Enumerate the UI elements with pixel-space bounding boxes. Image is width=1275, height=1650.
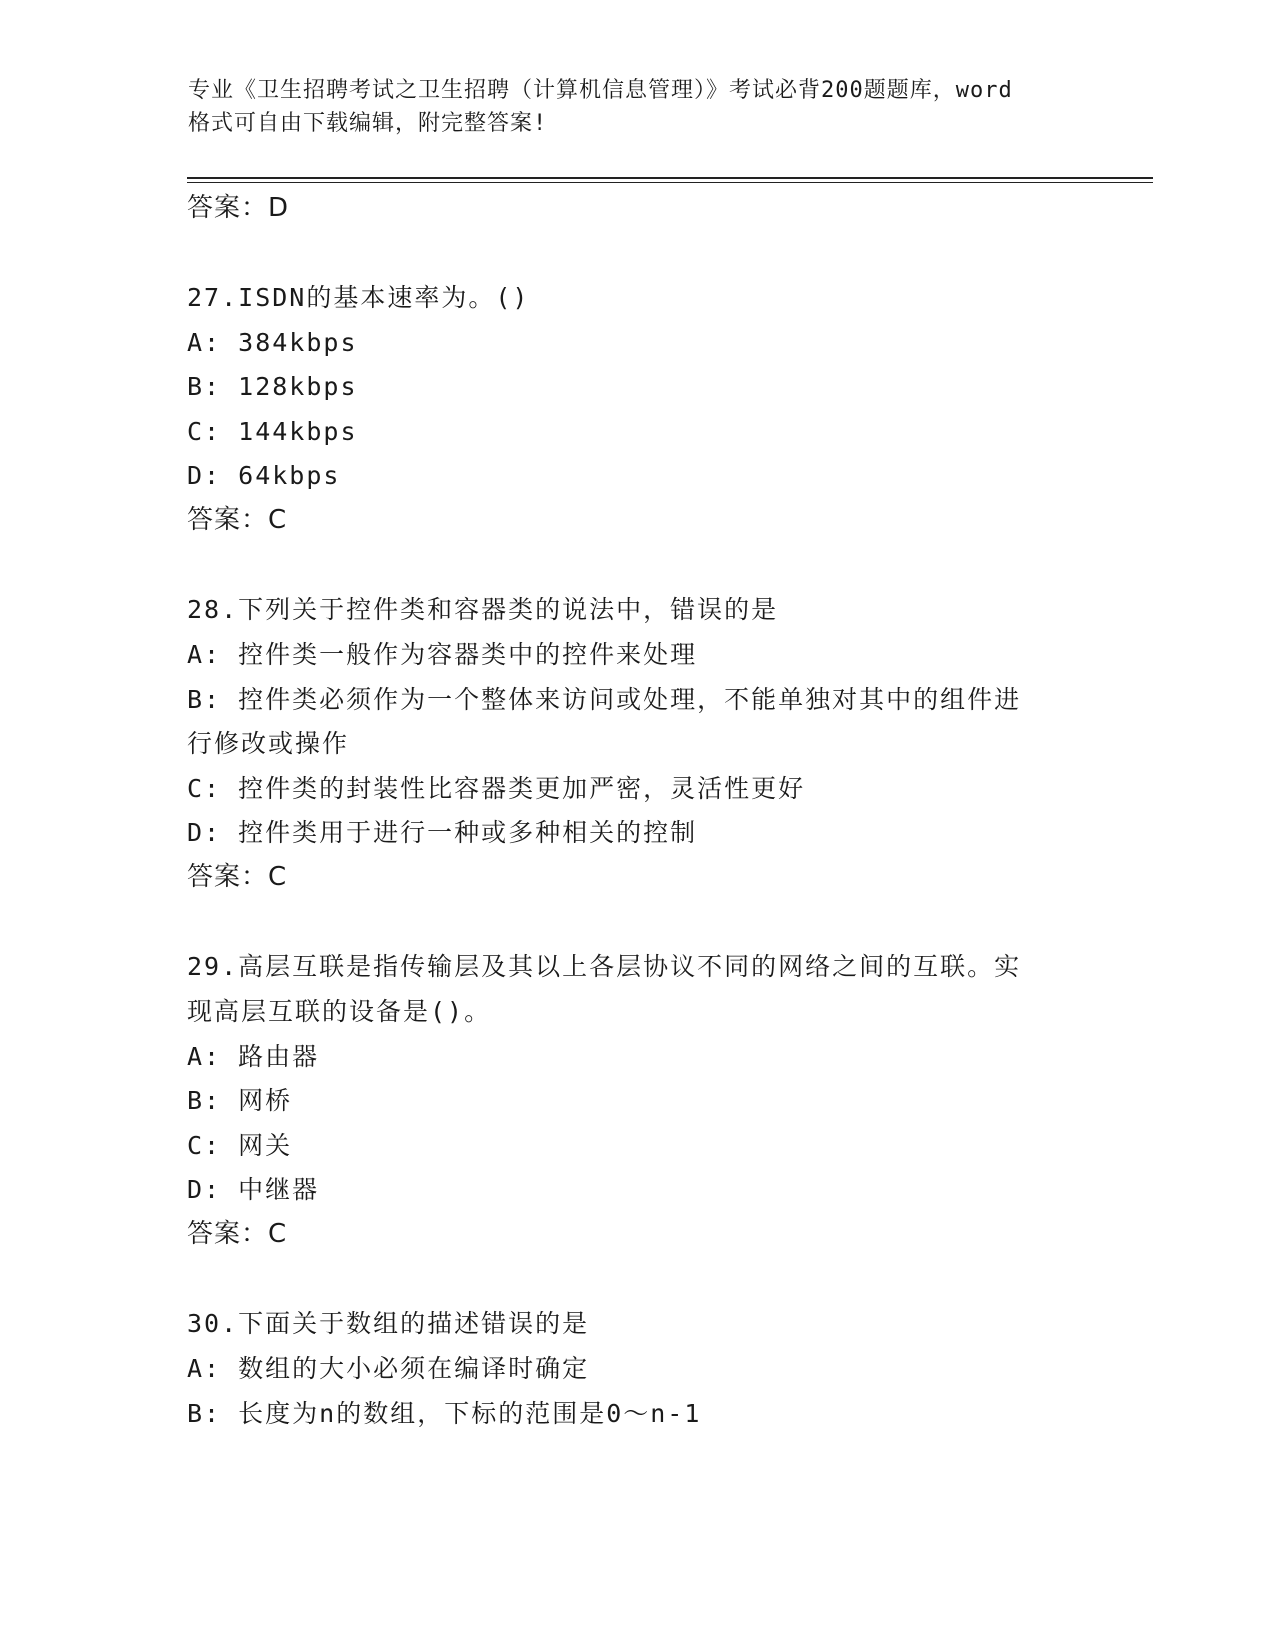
question-30-option-b: B: 长度为n的数组，下标的范围是0～n-1 — [187, 1399, 702, 1428]
question-29-option-d: D: 中继器 — [187, 1175, 320, 1204]
question-28-option-c: C: 控件类的封装性比容器类更加严密，灵活性更好 — [187, 774, 806, 803]
question-27-stem: 27.ISDN的基本速率为。() — [187, 283, 530, 312]
question-30-stem: 30.下面关于数组的描述错误的是 — [187, 1309, 590, 1338]
question-28-option-d: D: 控件类用于进行一种或多种相关的控制 — [187, 818, 698, 847]
question-27-option-b: B: 128kbps — [187, 372, 358, 401]
question-29-stem: 29.高层互联是指传输层及其以上各层协议不同的网络之间的互联。实 — [187, 952, 1022, 981]
question-29-option-c: C: 网关 — [187, 1131, 293, 1160]
question-28-option-b: B: 控件类必须作为一个整体来访问或处理，不能单独对其中的组件进 — [187, 685, 1022, 714]
question-28-option-a: A: 控件类一般作为容器类中的控件来处理 — [187, 640, 698, 669]
question-30-option-a: A: 数组的大小必须在编译时确定 — [187, 1354, 590, 1383]
answer-prev: 答案：D — [187, 193, 290, 223]
header-line-2: 格式可自由下载编辑，附完整答案! — [188, 111, 548, 136]
document-header — [188, 74, 1088, 140]
question-27-option-d: D: 64kbps — [187, 461, 341, 490]
question-28-option-b-cont: 行修改或操作 — [187, 729, 350, 758]
question-27-option-a: A: 384kbps — [187, 328, 358, 357]
question-27-answer: 答案：C — [187, 505, 288, 535]
header-divider-thin — [187, 182, 1153, 183]
question-27-option-c: C: 144kbps — [187, 417, 358, 446]
question-29-option-b: B: 网桥 — [187, 1086, 293, 1115]
header-divider-thick — [187, 177, 1153, 179]
question-29-answer: 答案：C — [187, 1219, 288, 1249]
question-28-stem: 28.下列关于控件类和容器类的说法中，错误的是 — [187, 595, 779, 624]
header-line-1: 专业《卫生招聘考试之卫生招聘（计算机信息管理）》考试必背200题题库，word — [188, 78, 1013, 103]
question-29-stem-cont: 现高层互联的设备是()。 — [187, 997, 492, 1026]
question-28-answer: 答案：C — [187, 862, 288, 892]
question-29-option-a: A: 路由器 — [187, 1042, 320, 1071]
